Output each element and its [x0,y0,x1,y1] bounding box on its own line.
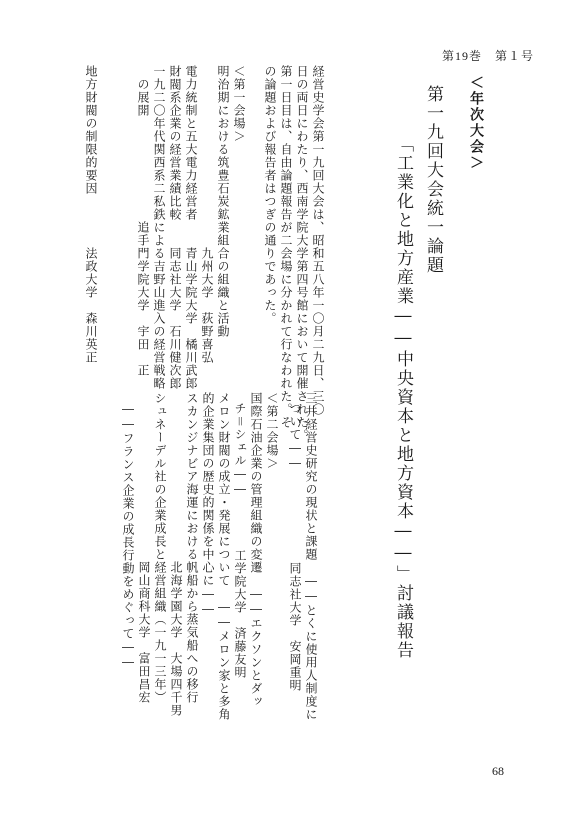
title-line-2: 「工業化と地方産業――中央資本と地方資本――」討議報告 [393,135,413,660]
right-col-line: 的企業集団の歴史的関係を中心に―― [201,392,215,617]
first-session-heading: ＜第一会場＞ [232,65,246,143]
first-session-line: 電力統制と五大電力経営者 青山学院大学 橘川武郎 [184,65,198,390]
right-col-line: 国際石油企業の管理組織の変遷 ――エクソンとダッ [249,392,263,708]
right-col-line: ――フランス企業の成長行動をめぐって―― [121,402,135,670]
right-col-line: ついて―― 同志社大学 安岡重明 [288,402,302,692]
section-label: ＜年次大会＞ [468,75,484,171]
first-session-line: 地方財閥の制限的要因 法政大学 森川英正 [84,65,98,364]
first-session-line: 一九二〇年代関西系二私鉄による吉野山進入の経営戦略 [152,65,166,390]
right-col-line: チ＝シェル―― 工学院大学 済藤友明 [233,402,247,679]
right-col-line: 岡山商科大学 富田昌宏 [137,392,151,704]
right-col-line: 北海学園大学 大場四千男 [169,392,183,717]
title-line-1: 第一九回大会統一論題 [423,85,443,275]
first-session-line: 財閥系企業の経営業績比較 同志社大学 石川健次郎 [168,65,182,390]
right-col-line: スカンジナビア海運における帆船から蒸気船への移行 [185,392,199,704]
intro-line: 経営史学会第一九回大会は、昭和五八年一〇月二九日、三〇 [311,65,325,416]
first-session-line: の展開 追手門学院大学 宇田 正 [136,65,150,377]
intro-line: 第一日目は、自由論題報告が二会場に分かれて行なわれた。そ [279,65,293,429]
right-col-line: メロン財閥の成立・発展について ――メロン家と多角 [217,392,231,721]
intro-line: 日の両日にわたり、西南学院大学第四号館において開催された。 [295,65,309,442]
intro-line: の論題および報告者はつぎの通りであった。 [263,65,277,325]
page-number: 68 [492,764,504,778]
right-col-line: 三井経営史研究の現状と課題 ――とくに使用人制度に [304,392,318,721]
journal-volume-header: 第19巻 第１号 [441,49,534,63]
right-col-session-heading: ＜第二会場＞ [265,392,279,470]
first-session-line: 明治期における筑豊石炭鉱業組合の組織と活動 [216,65,230,338]
first-session-line: 九州大学 荻野喜弘 [200,65,214,364]
right-col-line: シュネーデル社の企業成長と経営組織（一九一三年） [153,392,167,704]
